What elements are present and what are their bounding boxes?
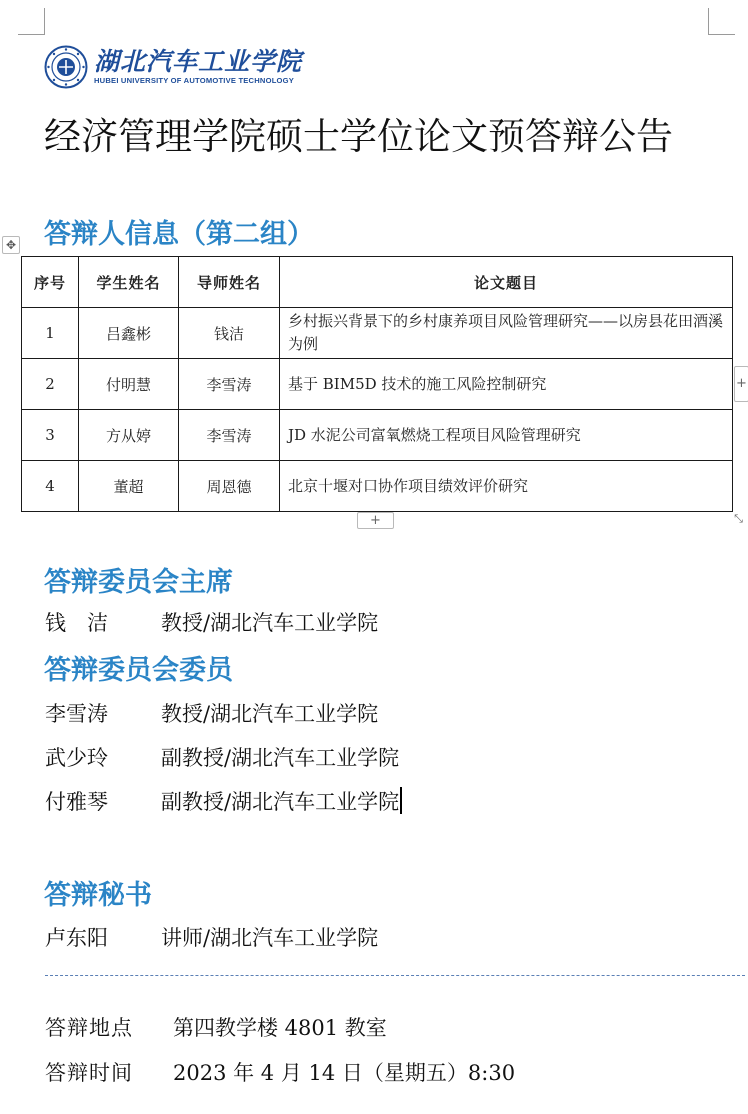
- member-name: 钱 洁: [45, 611, 108, 635]
- cell-student[interactable]: 方从婷: [79, 410, 179, 461]
- cell-topic[interactable]: 乡村振兴背景下的乡村康养项目风险管理研究——以房县花田酒溪为例: [280, 308, 733, 359]
- plus-icon: +: [370, 513, 381, 528]
- cell-number[interactable]: 2: [22, 359, 79, 410]
- member-title: 教授/湖北汽车工业学院: [161, 702, 379, 726]
- cell-number[interactable]: 1: [22, 308, 79, 359]
- cell-topic[interactable]: 北京十堰对口协作项目绩效评价研究: [280, 461, 733, 512]
- university-seal-icon: [44, 45, 88, 89]
- cell-advisor[interactable]: 李雪涛: [179, 359, 280, 410]
- secretary-member-line: [45, 922, 378, 952]
- location-value: 第四教学楼 4801 教室: [173, 1016, 387, 1040]
- page-corner-mark-top-left: [18, 8, 45, 35]
- cell-topic[interactable]: 基于 BIM5D 技术的施工风险控制研究: [280, 359, 733, 410]
- committee-member-line: [45, 786, 402, 816]
- table-move-handle[interactable]: [2, 236, 20, 254]
- defense-location: [45, 1012, 387, 1042]
- table-row: [22, 359, 733, 410]
- plus-icon: +: [736, 376, 747, 391]
- cell-advisor[interactable]: 李雪涛: [179, 410, 280, 461]
- member-name: 武少玲: [45, 746, 108, 770]
- column-header-topic: 论文题目: [280, 257, 733, 308]
- document-title: 经济管理学院硕士学位论文预答辩公告: [44, 115, 673, 158]
- table-row: [22, 410, 733, 461]
- member-title: 教授/湖北汽车工业学院: [161, 611, 379, 635]
- table-row: [22, 308, 733, 359]
- logo-name-chinese: 湖北汽车工业学院: [94, 47, 303, 76]
- add-column-button[interactable]: [734, 366, 748, 402]
- cell-number[interactable]: 3: [22, 410, 79, 461]
- member-name: 李雪涛: [45, 702, 108, 726]
- cell-student[interactable]: 吕鑫彬: [79, 308, 179, 359]
- committee-member-line: [45, 742, 399, 772]
- text-cursor: [400, 787, 402, 814]
- location-label: 答辩地点: [45, 1016, 133, 1040]
- move-icon: ✥: [5, 238, 17, 252]
- defense-time: [45, 1057, 515, 1087]
- cell-student[interactable]: 董超: [79, 461, 179, 512]
- member-title: 副教授/湖北汽车工业学院: [161, 746, 400, 770]
- member-name: 付雅琴: [45, 790, 108, 814]
- defendants-heading: 答辩人信息（第二组）: [44, 219, 314, 250]
- time-value: 2023 年 4 月 14 日（星期五）8:30: [173, 1061, 516, 1085]
- member-title: 副教授/湖北汽车工业学院: [161, 790, 400, 814]
- cell-advisor[interactable]: 钱洁: [179, 308, 280, 359]
- logo-name-english: HUBEI UNIVERSITY OF AUTOMOTIVE TECHNOLOGY: [94, 76, 295, 85]
- column-header-student: 学生姓名: [79, 257, 179, 308]
- cell-student[interactable]: 付明慧: [79, 359, 179, 410]
- column-header-advisor: 导师姓名: [179, 257, 280, 308]
- thesis-table: [21, 256, 733, 512]
- table-row: [22, 461, 733, 512]
- table-header-row: [22, 257, 733, 308]
- secretary-heading: 答辩秘书: [44, 880, 152, 911]
- committee-member-line: [45, 698, 378, 728]
- member-name: 卢东阳: [45, 926, 108, 950]
- column-header-number: 序号: [22, 257, 79, 308]
- page-corner-mark-top-right: [708, 8, 735, 35]
- cell-advisor[interactable]: 周恩德: [179, 461, 280, 512]
- chair-member-line: [45, 607, 378, 637]
- time-label: 答辩时间: [45, 1061, 133, 1085]
- chair-heading: 答辩委员会主席: [44, 567, 233, 598]
- cell-number[interactable]: 4: [22, 461, 79, 512]
- cell-topic[interactable]: JD 水泥公司富氧燃烧工程项目风险管理研究: [280, 410, 733, 461]
- section-divider: [45, 975, 745, 976]
- table-resize-handle[interactable]: [731, 511, 746, 526]
- committee-heading: 答辩委员会委员: [44, 655, 233, 686]
- member-title: 讲师/湖北汽车工业学院: [161, 926, 379, 950]
- add-row-button[interactable]: [357, 512, 394, 529]
- resize-icon: ⤡: [734, 512, 743, 525]
- university-logo: [44, 45, 302, 89]
